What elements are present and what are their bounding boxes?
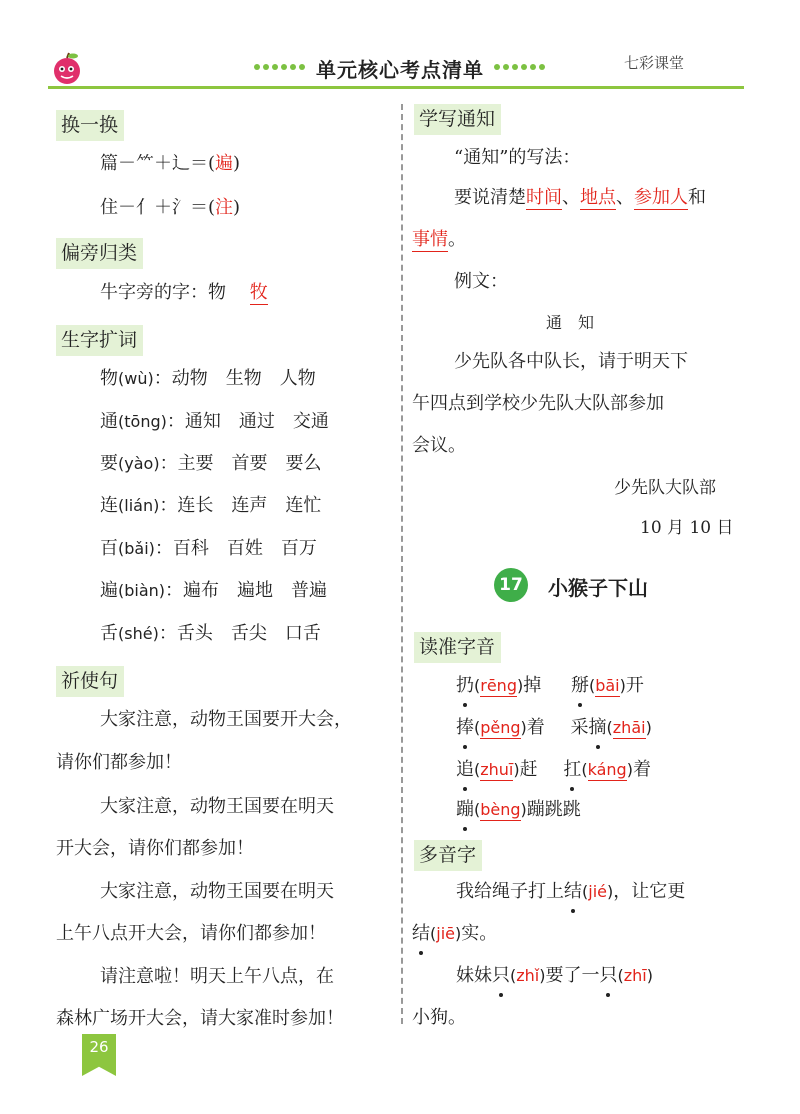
notice-body-line: 少先队各中队长，请于明天下 <box>454 351 688 372</box>
sentence-line: 大家注意，动物王国要在明天 <box>100 881 334 902</box>
poly-line: 小狗。 <box>412 1007 466 1028</box>
sentence-line: 请你们都参加！ <box>56 752 182 773</box>
pinyin-row: 扔(rēng)掉 掰(bāi)开 <box>456 675 644 696</box>
pinyin-row: 捧(pěng)着 采摘(zhāi) <box>456 717 652 738</box>
section-title-swap: 换一换 <box>56 110 124 141</box>
pinyin-row: 追(zhuī)赶 扛(káng)着 <box>456 759 651 780</box>
sentence-line: 开大会，请你们都参加！ <box>56 838 254 859</box>
word-row: 通(tōng)：通知 通过 交通 <box>100 411 329 432</box>
sentence-line: 大家注意，动物王国要开大会， <box>100 709 352 730</box>
word-row: 要(yào)：主要 首要 要么 <box>100 453 322 474</box>
sentence-line: 森林广场开大会，请大家准时参加！ <box>56 1008 344 1029</box>
poly-line: 结(jiē)实。 <box>412 923 498 944</box>
section-title-radical: 偏旁归类 <box>56 238 143 269</box>
radical-answer: 牧 <box>249 282 268 303</box>
radical-row: 牛字旁的字：物 牧 <box>100 282 268 303</box>
sentence-line: 大家注意，动物王国要在明天 <box>100 796 334 817</box>
column-divider <box>401 104 403 1024</box>
notice-signer: 少先队大队部 <box>614 478 716 498</box>
lesson-number-badge: 17 <box>494 568 528 602</box>
decorative-dots-left <box>254 64 305 70</box>
notice-date: 10 月 10 日 <box>640 518 734 538</box>
notice-keys-line: 要说清楚时间、地点、参加人和 <box>454 187 706 208</box>
sentence-line: 请注意啦！明天上午八点，在 <box>100 966 334 987</box>
notice-body-line: 午四点到学校少先队大队部参加 <box>412 393 664 414</box>
pinyin-row: 蹦(bèng)蹦跳跳 <box>456 799 581 820</box>
decorative-dots-right <box>494 64 545 70</box>
word-row: 连(lián)：连长 连声 连忙 <box>100 495 322 516</box>
page-header <box>0 0 800 100</box>
section-title-sentence: 祈使句 <box>56 666 124 697</box>
notice-keys-line-2: 事情。 <box>412 229 466 250</box>
poly-line: 妹妹只(zhǐ)要了一只(zhī) <box>456 965 653 986</box>
section-title-poly: 多音字 <box>414 840 482 871</box>
word-row: 舌(shé)：舌头 舌尖 口舌 <box>100 623 321 644</box>
word-row: 遍(biàn)：遍布 遍地 普遍 <box>100 580 328 601</box>
lesson-title: 小猴子下山 <box>548 576 648 600</box>
example-label: 例文： <box>454 271 508 292</box>
header-title: 单元核心考点清单 <box>316 58 484 82</box>
header-rule <box>48 86 744 89</box>
word-row: 百(bǎi)：百科 百姓 百万 <box>100 538 317 559</box>
page-number: 26 <box>89 1038 109 1056</box>
notice-how: “通知”的写法： <box>454 147 581 168</box>
section-title-expand: 生字扩词 <box>56 325 143 356</box>
word-row: 物(wù)：动物 生物 人物 <box>100 368 316 389</box>
notice-doc-title: 通 知 <box>546 313 595 332</box>
section-title-notice: 学写通知 <box>414 104 501 135</box>
swap-row-2: 住－亻＋氵＝(注) <box>100 197 241 218</box>
sentence-line: 上午八点开大会，请你们都参加！ <box>56 923 326 944</box>
section-title-read: 读准字音 <box>414 632 501 663</box>
cartoon-apple-mascot-icon <box>50 52 84 86</box>
poly-line: 我给绳子打上结(jié)，让它更 <box>456 881 686 902</box>
notice-body-line: 会议。 <box>412 435 466 456</box>
swap-row-1: 篇－⺮＋辶＝(遍) <box>100 153 241 174</box>
brand-label: 七彩课堂 <box>624 54 685 72</box>
